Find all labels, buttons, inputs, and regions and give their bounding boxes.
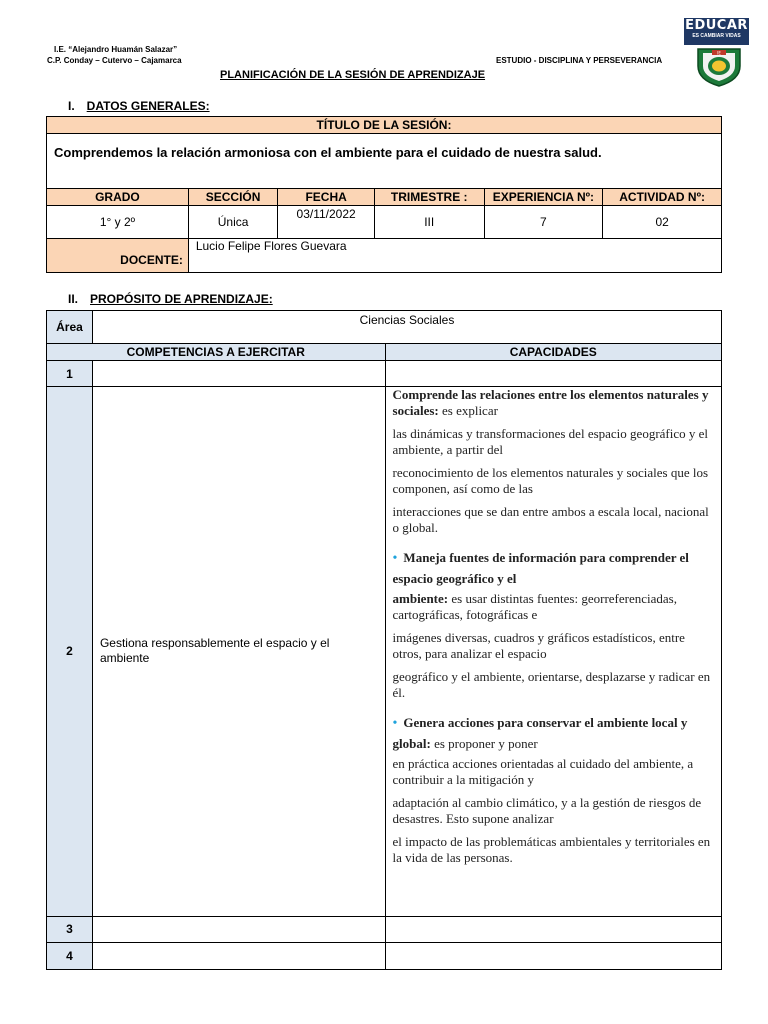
- col-grado: GRADO: [47, 189, 189, 206]
- competencia-cell: Gestiona responsablemente el espacio y el ambiente: [92, 387, 385, 917]
- docente-label: DOCENTE:: [47, 239, 189, 273]
- section2-title: PROPÓSITO DE APRENDIZAJE:: [90, 292, 273, 306]
- row-number: 2: [47, 387, 93, 917]
- section1-number: I.: [68, 99, 75, 113]
- table-row: [47, 942, 722, 969]
- school-location: C.P. Conday – Cutervo – Cajamarca: [47, 56, 182, 65]
- session-title: Comprendemos la relación armoniosa con el ambiente para el cuidado de nuestra salud.: [47, 134, 722, 189]
- competencia-cell: [92, 942, 385, 969]
- competencia-cell: [92, 916, 385, 942]
- capacidad-2-text-2: imágenes diversas, cuadros y gráficos estadísticos, entre otros, para analizar el espacio: [392, 630, 685, 662]
- school-shield-icon: [694, 46, 744, 88]
- shield-letters: IE: [717, 50, 721, 56]
- school-motto: ESTUDIO - DISCIPLINA Y PERSEVERANCIA: [496, 56, 663, 65]
- row-number: 1: [47, 361, 93, 387]
- row-number: 3: [47, 916, 93, 942]
- educar-logo: [684, 18, 749, 45]
- col-trimestre: TRIMESTRE :: [374, 189, 484, 206]
- capacidad-2-text-3: geográfico y el ambiente, orientarse, desplazarse y radicar en él.: [392, 669, 711, 701]
- col-competencias: COMPETENCIAS A EJERCITAR: [47, 344, 386, 361]
- competencia-cell: [92, 361, 385, 387]
- session-title-label: TÍTULO DE LA SESIÓN:: [47, 117, 722, 134]
- capacidad-3-text: es proponer y poner: [430, 736, 538, 752]
- datos-generales-table: [46, 116, 722, 273]
- row-number: 4: [47, 942, 93, 969]
- val-trimestre: III: [374, 206, 484, 239]
- proposito-table: [46, 310, 722, 970]
- capacidad-3-text-2: en práctica acciones orientadas al cuidado del ambiente, a contribuir a la mitigación y: [392, 756, 694, 788]
- document-title: PLANIFICACIÓN DE LA SESIÓN DE APRENDIZAJE: [220, 69, 486, 81]
- capacidad-cell: [385, 942, 721, 969]
- docente-name: Lucio Felipe Flores Guevara: [188, 239, 721, 273]
- section2-heading: [68, 292, 273, 306]
- capacidad-1-text-2: las dinámicas y transformaciones del espacio geográfico y el ambiente, a partir del: [392, 426, 709, 458]
- capacidad-cell: [385, 916, 721, 942]
- col-fecha: FECHA: [278, 189, 375, 206]
- capacidad-3-text-4: el impacto de las problemáticas ambientales y territoriales en la vida de las personas.: [392, 834, 711, 866]
- capacidad-2-title: Maneja fuentes de información para comprender el espacio geográfico y el: [392, 550, 689, 587]
- logo-text: EDUCAR: [685, 18, 748, 33]
- area-label: Área: [47, 311, 93, 344]
- val-grado: 1° y 2º: [47, 206, 189, 239]
- capacidad-2-title-end: ambiente:: [392, 591, 449, 607]
- capacidades-cell: [385, 387, 721, 917]
- logo-subtext: ES CAMBIAR VIDAS: [692, 33, 741, 39]
- val-actividad: 02: [603, 206, 722, 239]
- section1-title: DATOS GENERALES:: [86, 99, 210, 113]
- val-experiencia: 7: [484, 206, 603, 239]
- school-name: I.E. “Alejandro Huamán Salazar”: [54, 45, 178, 54]
- capacidad-1-title: Comprende las relaciones entre los elementos naturales y sociales:: [392, 387, 709, 419]
- table-row: [47, 387, 722, 917]
- col-capacidades: CAPACIDADES: [385, 344, 721, 361]
- col-actividad: ACTIVIDAD Nº:: [603, 189, 722, 206]
- capacidad-1-text: es explicar: [438, 403, 498, 419]
- val-seccion: Única: [188, 206, 278, 239]
- table-row: [47, 361, 722, 387]
- section2-number: II.: [68, 292, 79, 306]
- col-experiencia: EXPERIENCIA Nº:: [484, 189, 603, 206]
- bullet-icon: •: [392, 716, 398, 732]
- col-seccion: SECCIÓN: [188, 189, 278, 206]
- capacidad-2-text: es usar distintas fuentes: georreferenciadas, cartográficas, fotográficas e: [392, 591, 677, 623]
- area-value: Ciencias Sociales: [92, 311, 721, 344]
- capacidad-3-title: Genera acciones para conservar el ambiente local y global:: [392, 715, 688, 752]
- bullet-icon: •: [392, 551, 398, 567]
- val-fecha: 03/11/2022: [278, 206, 375, 239]
- capacidad-3-text-3: adaptación al cambio climático, y a la gestión de riesgos de desastres. Esto supone analizar: [392, 795, 702, 827]
- capacidad-cell: [385, 361, 721, 387]
- capacidad-1-text-3: reconocimiento de los elementos naturales y sociales que los componen, así como de las: [392, 465, 709, 497]
- capacidad-1-text-4: interacciones que se dan entre ambos a escala local, nacional o global.: [392, 504, 709, 536]
- table-row: [47, 916, 722, 942]
- section1-heading: [68, 99, 210, 113]
